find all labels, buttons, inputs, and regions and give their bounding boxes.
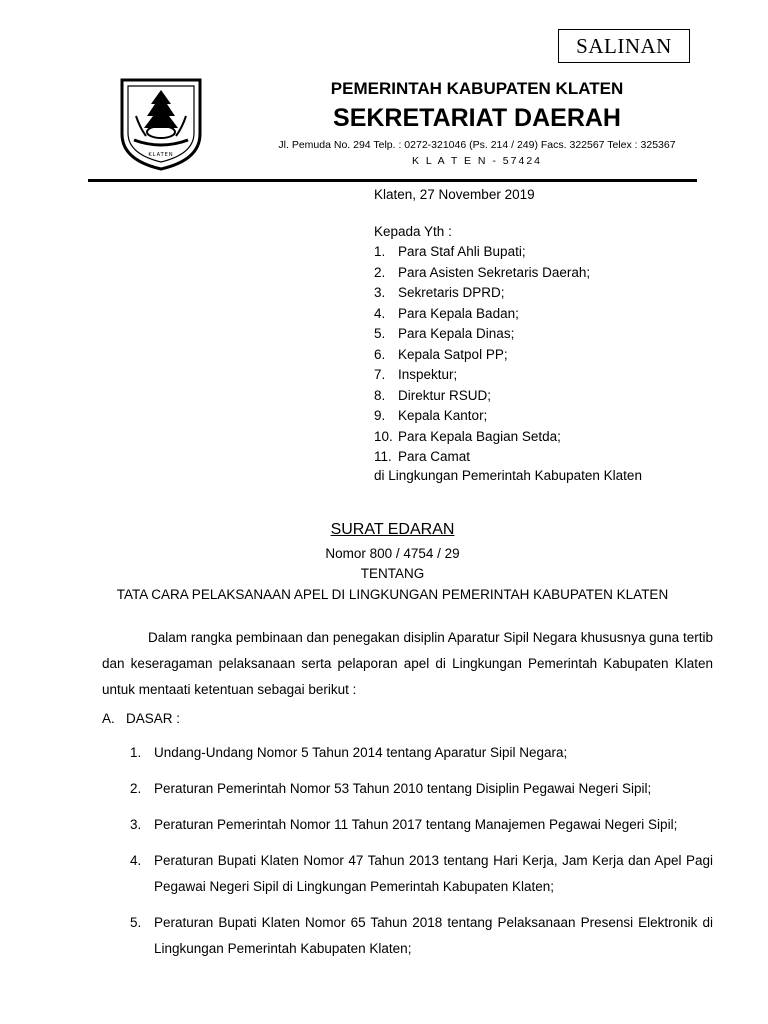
recipient-list <box>374 242 590 468</box>
list-item <box>374 304 590 325</box>
section-letter: A. <box>102 711 115 726</box>
list-text: Undang-Undang Nomor 5 Tahun 2014 tentang Aparatur Sipil Negara; <box>154 745 568 760</box>
list-number: 8. <box>374 387 386 403</box>
list-item <box>374 263 590 284</box>
list-item <box>130 776 713 802</box>
department-name: SEKRETARIAT DAERAH <box>333 104 621 132</box>
office-address: Jl. Pemuda No. 294 Telp. : 0272-321046 (Ps. 214 / 249) Facs. 322567 Telex : 325367 <box>278 139 676 151</box>
list-item <box>130 848 713 900</box>
list-text: Peraturan Bupati Klaten Nomor 65 Tahun 2018 tentang Pelaksanaan Presensi Elektronik di Lingkungan Pemerintah Kabupaten Klaten; <box>154 915 713 956</box>
list-item <box>374 324 590 345</box>
legal-basis-list <box>130 740 713 972</box>
list-item <box>374 345 590 366</box>
recipient-heading: Kepada Yth : <box>374 224 452 239</box>
list-item <box>374 386 590 407</box>
list-number: 3. <box>130 817 142 832</box>
list-item <box>374 283 590 304</box>
list-number: 3. <box>374 285 386 300</box>
list-item <box>130 740 713 766</box>
list-number: 5. <box>130 915 142 930</box>
list-text: Para Camat <box>398 449 471 464</box>
list-number: 4. <box>374 305 386 321</box>
section-heading <box>102 711 180 726</box>
list-item <box>374 406 590 427</box>
list-number: 2. <box>374 264 386 280</box>
list-text: Para Asisten Sekretaris Daerah; <box>398 264 591 280</box>
klaten-coat-of-arms-logo <box>118 76 204 172</box>
logo-caption: KLATEN <box>148 152 174 158</box>
list-item <box>374 427 590 448</box>
document-number: Nomor 800 / 4754 / 29 <box>325 546 460 561</box>
recipient-scope: di Lingkungan Pemerintah Kabupaten Klaten <box>374 468 642 483</box>
salinan-stamp: SALINAN <box>558 29 690 63</box>
list-text: Para Staf Ahli Bupati; <box>398 244 526 259</box>
list-text: Inspektur; <box>398 367 458 382</box>
intro-paragraph: Dalam rangka pembinaan dan penegakan disiplin Aparatur Sipil Negara khususnya guna tertib dan keseragaman pelaksanaan serta pelaporan apel di Lingkungan Pemerintah Kabupaten Klaten untuk mentaati ketentuan sebagai berikut : <box>102 630 713 697</box>
list-text: Para Kepala Dinas; <box>398 326 515 341</box>
list-text: Kepala Satpol PP; <box>398 346 508 362</box>
document-subject: TATA CARA PELAKSANAAN APEL DI LINGKUNGAN PEMERINTAH KABUPATEN KLATEN <box>116 587 669 602</box>
list-text: Direktur RSUD; <box>398 387 492 403</box>
list-number: 1. <box>130 745 142 760</box>
list-item <box>130 910 713 962</box>
list-item <box>374 365 590 386</box>
office-city: K L A T E N - 57424 <box>411 155 543 167</box>
list-number: 1. <box>374 244 386 259</box>
list-number: 9. <box>374 408 386 423</box>
list-number: 5. <box>374 326 386 341</box>
list-number: 7. <box>374 367 386 382</box>
letterhead-divider <box>88 179 697 182</box>
list-text: Peraturan Pemerintah Nomor 53 Tahun 2010 tentang Disiplin Pegawai Negeri Sipil; <box>154 781 652 796</box>
list-number: 2. <box>130 781 142 796</box>
list-text: Peraturan Pemerintah Nomor 11 Tahun 2017 tentang Manajemen Pegawai Negeri Sipil; <box>154 817 678 832</box>
subject-label: TENTANG <box>360 566 425 581</box>
list-text: Para Kepala Bagian Setda; <box>398 428 561 444</box>
document-title: SURAT EDARAN <box>330 521 455 538</box>
list-text: Kepala Kantor; <box>398 408 488 423</box>
list-text: Sekretaris DPRD; <box>398 285 505 300</box>
list-item <box>374 242 590 263</box>
list-number: 11. <box>374 449 392 464</box>
list-text: Peraturan Bupati Klaten Nomor 47 Tahun 2013 tentang Hari Kerja, Jam Kerja dan Apel Pagi Pegawai Negeri Sipil di Lingkungan Pemerintah Kabupaten Klaten; <box>154 853 713 894</box>
list-item <box>374 447 590 468</box>
list-number: 10. <box>374 428 393 444</box>
list-item <box>130 812 713 838</box>
list-number: 6. <box>374 346 386 362</box>
list-number: 4. <box>130 853 142 868</box>
section-title: DASAR : <box>126 711 181 726</box>
org-name: PEMERINTAH KABUPATEN KLATEN <box>330 79 624 98</box>
letter-date: Klaten, 27 November 2019 <box>374 187 535 202</box>
list-text: Para Kepala Badan; <box>398 305 519 321</box>
